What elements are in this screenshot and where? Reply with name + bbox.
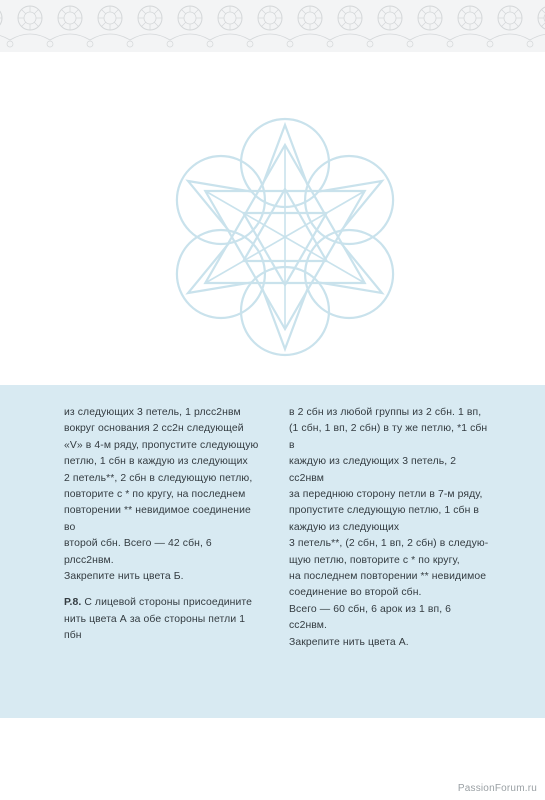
lace-flower bbox=[290, 6, 333, 47]
left-paragraph-1: из следующих 3 петель, 1 рлсс2нвм вокруг основания 2 сс2н следующей «V» в 4-м ряду, пропустите следующую петлю, 1 сбн в каждую из следующих 2 петель**, 2 сбн в следующую петлю, повторите с * по кругу, на последнем повторении ** невидимое соединение во второй сбн. Всего — 42 сбн, 6 рлсс2нвм. Закрепите нить цвета Б. bbox=[64, 407, 259, 583]
lace-border-pattern bbox=[0, 0, 545, 52]
row-8-label: Р.8. bbox=[64, 597, 82, 609]
motif-spike bbox=[318, 181, 382, 231]
lace-flower bbox=[250, 6, 293, 47]
lace-flower bbox=[370, 6, 413, 47]
lace-flower bbox=[330, 6, 373, 47]
lace-flower bbox=[90, 6, 133, 47]
motif-spike bbox=[188, 181, 252, 231]
row-8-text: С лицевой стороны присоедините нить цвета А за обе стороны петли 1 пбн bbox=[64, 597, 253, 642]
lace-flower bbox=[130, 6, 173, 47]
lace-flower bbox=[50, 6, 93, 47]
lace-flower bbox=[170, 6, 213, 47]
motif-spike bbox=[318, 243, 382, 293]
lace-flower bbox=[10, 6, 53, 47]
lace-flower bbox=[530, 6, 545, 47]
left-paragraph-2 bbox=[64, 595, 264, 644]
right-column bbox=[289, 405, 489, 651]
left-column bbox=[64, 405, 264, 645]
snowflake-motif-icon bbox=[170, 115, 400, 360]
lace-flower bbox=[210, 6, 253, 47]
motif-spike bbox=[188, 243, 252, 293]
lace-flower bbox=[490, 6, 533, 47]
lace-flower bbox=[410, 6, 453, 47]
snowflake-motif-graphic bbox=[170, 115, 400, 360]
watermark: PassionForum.ru bbox=[457, 783, 537, 794]
instructions-band bbox=[0, 385, 545, 718]
right-paragraph-1: в 2 сбн из любой группы из 2 сбн. 1 вп, (1 сбн, 1 вп, 2 сбн) в ту же петлю, *1 сбн в каждую из следующих 3 петель, 2 сс2нвм за переднюю сторону петли в 7-м ряду, пропустите следующую петлю, 1 сбн в каждую из следующих 3 петель**, (2 сбн, 1 вп, 2 сбн) в следую- щую петлю, повторите с * по кругу, на последнем повторении ** невидимое соединение во второй сбн. Всего — 60 сбн, 6 арок из 1 вп, 6 сс2нвм. Закрепите нить цвета А. bbox=[289, 407, 489, 648]
lace-flower bbox=[0, 6, 13, 47]
lace-pattern-graphic bbox=[0, 0, 545, 52]
lace-flower bbox=[450, 6, 493, 47]
